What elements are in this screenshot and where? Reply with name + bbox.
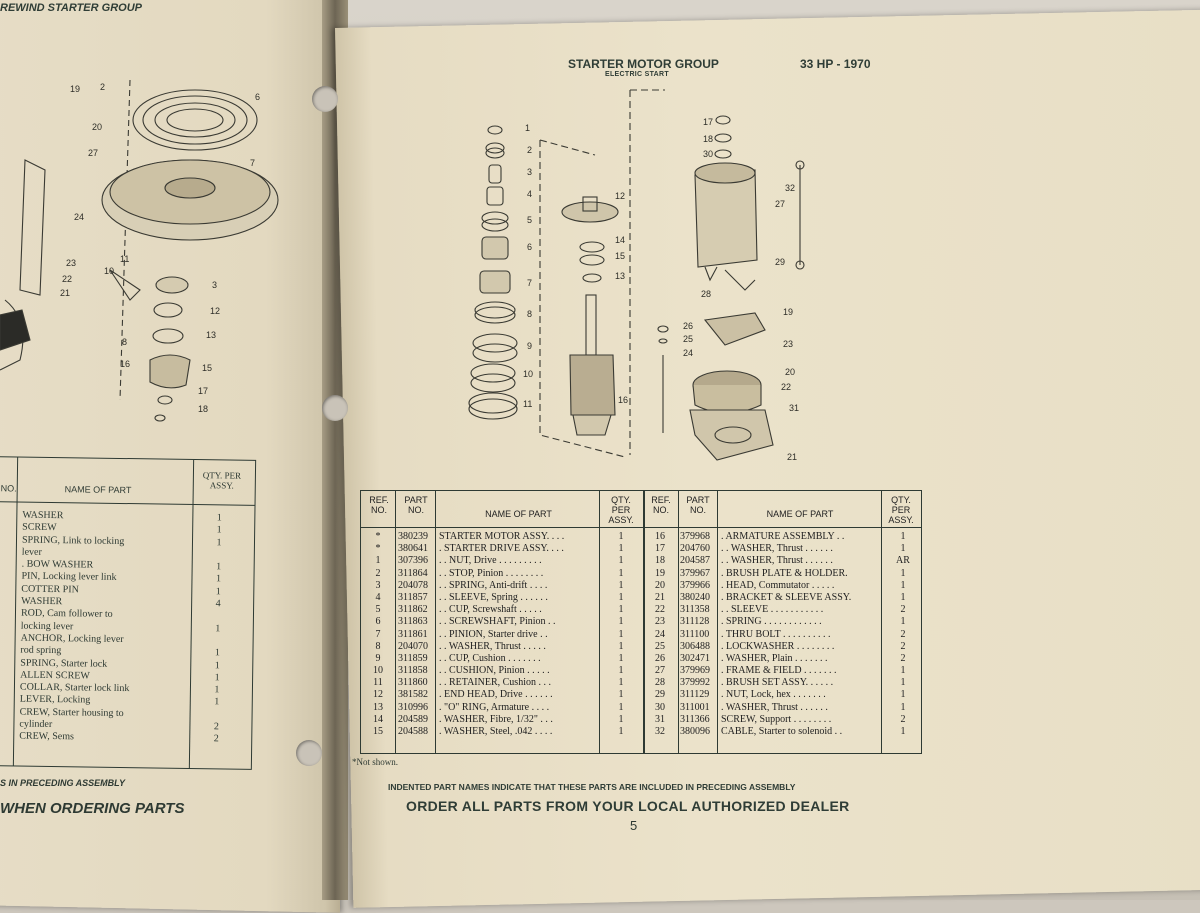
col-part-no: PART NO. (404, 495, 428, 515)
part-name: . . PINION, Starter drive . . (439, 628, 548, 640)
qty: 1 (215, 586, 221, 598)
svg-text:17: 17 (703, 117, 714, 127)
qty: 1 (618, 579, 624, 591)
table-row (361, 531, 643, 543)
qty: 1 (900, 616, 906, 628)
ref-no: 3 (375, 579, 381, 591)
part-name: . . WASHER, Thrust . . . . . (439, 640, 546, 652)
part-name: . . CUSHION, Pinion . . . . . (439, 665, 550, 677)
part-name: . SPRING . . . . . . . . . . . . (721, 616, 822, 628)
col-name-of-part: NAME OF PART (485, 509, 552, 519)
part-name: LEVER, Locking (19, 694, 91, 707)
part-name: COTTER PIN (21, 583, 79, 596)
svg-text:8: 8 (122, 337, 128, 347)
part-no: 311864 (398, 567, 428, 579)
table-row (643, 555, 921, 567)
svg-text:19: 19 (783, 307, 794, 317)
part-name: . . CUP, Cushion . . . . . . . (439, 652, 541, 664)
part-name: . NUT, Lock, hex . . . . . . . (721, 689, 826, 701)
part-name: cylinder (19, 718, 53, 731)
part-name: SCREW, Support . . . . . . . . (721, 713, 832, 725)
parts-rows-left (361, 531, 643, 738)
part-no: 204588 (398, 726, 428, 737)
qty: 1 (618, 616, 624, 628)
qty: 1 (618, 555, 624, 567)
ref-no: 19 (655, 567, 665, 579)
ref-no: 18 (655, 555, 665, 567)
page-subtitle: ELECTRIC START (605, 71, 669, 78)
part-no: 379966 (680, 579, 710, 591)
qty (196, 635, 240, 636)
col-qty-2: QTY. PER ASSY. (888, 495, 914, 525)
svg-text:7: 7 (527, 278, 533, 288)
svg-text:24: 24 (683, 348, 694, 358)
ref-no: 24 (655, 628, 665, 640)
part-name: . WASHER, Fibre, 1/32" . . . (439, 713, 553, 725)
ref-no: 10 (373, 665, 383, 677)
parts-rows-right (643, 531, 921, 738)
col-name-of-part-2: NAME OF PART (766, 509, 834, 519)
qty: 1 (618, 591, 624, 603)
part-no: 311859 (398, 652, 428, 664)
table-row (361, 677, 643, 689)
qty: 1 (215, 573, 222, 585)
table-row (361, 592, 643, 604)
ref-no: 6 (375, 616, 381, 628)
table-row (643, 592, 921, 604)
ref-no: 9 (375, 652, 381, 664)
svg-text:5: 5 (527, 215, 533, 225)
ref-no: * (375, 531, 381, 542)
ref-no: 14 (373, 713, 383, 725)
part-no: 380096 (680, 726, 710, 737)
svg-text:31: 31 (789, 403, 800, 413)
svg-text:17: 17 (198, 386, 209, 396)
part-no: 204589 (398, 713, 428, 725)
table-row (643, 580, 921, 592)
qty: 1 (618, 640, 624, 652)
svg-text:32: 32 (785, 183, 796, 193)
qty: 1 (214, 672, 220, 684)
part-no: 306488 (680, 640, 710, 652)
part-name: . . WASHER, Thrust . . . . . . (721, 543, 833, 555)
part-name: . BRACKET & SLEEVE ASSY. (721, 591, 852, 603)
table-row (643, 665, 921, 677)
qty: 1 (618, 665, 624, 677)
part-no: 311860 (398, 677, 428, 689)
ref-no: 4 (375, 591, 381, 603)
table-row (361, 714, 643, 726)
qty: AR (896, 555, 910, 567)
qty: 1 (618, 567, 624, 579)
part-no: 311001 (680, 701, 710, 713)
svg-text:4: 4 (527, 189, 533, 199)
qty (197, 549, 241, 550)
ref-no: 12 (373, 689, 383, 701)
ref-no: 8 (375, 640, 381, 652)
part-no: 311862 (398, 604, 428, 616)
svg-text:21: 21 (787, 452, 798, 462)
part-name: . STARTER DRIVE ASSY. . . . (439, 543, 564, 555)
part-name: rod spring (20, 644, 62, 657)
col-ref-no: REF. NO. (369, 495, 389, 515)
ref-no: 22 (655, 604, 665, 616)
table-row (643, 653, 921, 665)
qty: 1 (900, 689, 906, 701)
svg-text:10: 10 (104, 266, 115, 276)
part-name: PIN, Locking lever link (21, 571, 117, 584)
col-part-no-2: PART NO. (686, 495, 710, 515)
part-name: . . STOP, Pinion . . . . . . . . (439, 567, 544, 579)
svg-text:22: 22 (781, 382, 792, 392)
svg-text:15: 15 (615, 251, 626, 261)
part-name: . . SLEEVE, Spring . . . . . . (439, 591, 548, 603)
svg-text:24: 24 (74, 212, 85, 222)
binder-hole (312, 86, 338, 112)
qty: 1 (216, 536, 222, 548)
part-no: 310996 (398, 701, 428, 713)
qty: 2 (900, 628, 906, 640)
part-no: 311128 (680, 616, 710, 628)
qty: 1 (216, 524, 222, 536)
page-number: 5 (630, 818, 638, 833)
qty: 2 (213, 733, 219, 745)
part-name: CREW, Sems (19, 730, 74, 743)
ref-no: 11 (373, 677, 383, 689)
table-row (643, 616, 921, 628)
col-ref-no-2: REF. NO. (651, 495, 671, 515)
table-row (361, 580, 643, 592)
part-name: . WASHER, Steel, .042 . . . . (439, 726, 553, 737)
part-no: 311366 (680, 713, 710, 725)
left-exploded-diagram (0, 60, 300, 440)
qty: 1 (900, 665, 906, 677)
qty (195, 709, 239, 710)
part-no: 380240 (680, 591, 710, 603)
ref-no: 21 (655, 591, 665, 603)
part-no: 311857 (398, 591, 428, 603)
qty: 1 (618, 652, 624, 664)
ref-no: 5 (375, 604, 381, 616)
svg-text:6: 6 (255, 92, 261, 102)
svg-text:11: 11 (120, 254, 130, 264)
table-row (361, 604, 643, 616)
ref-no: 28 (655, 677, 665, 689)
ref-no: 23 (655, 616, 665, 628)
ref-no: 31 (655, 713, 665, 725)
svg-text:20: 20 (785, 367, 796, 377)
part-name: . "O" RING, Armature . . . . (439, 701, 550, 713)
svg-text:9: 9 (527, 341, 533, 351)
qty: 1 (214, 696, 220, 708)
qty: 1 (618, 689, 624, 701)
svg-text:16: 16 (618, 395, 629, 405)
table-row (361, 555, 643, 567)
qty: 2 (900, 640, 906, 652)
table-row (361, 629, 643, 641)
svg-text:27: 27 (88, 148, 99, 158)
svg-text:15: 15 (202, 363, 213, 373)
svg-text:23: 23 (783, 339, 794, 349)
ref-no: 30 (655, 701, 665, 713)
part-no: 379992 (680, 677, 710, 689)
svg-text:30: 30 (703, 149, 714, 159)
table-row (643, 726, 921, 738)
ref-no: * (375, 543, 381, 555)
table-row (643, 543, 921, 555)
qty: 1 (618, 604, 624, 616)
left-col-no: NO. (0, 483, 17, 494)
part-name: . BRUSH SET ASSY. . . . . . (721, 677, 834, 689)
part-no: 379967 (680, 567, 710, 579)
qty (196, 610, 240, 611)
part-no: 379968 (680, 531, 710, 542)
table-row (643, 604, 921, 616)
table-row (643, 677, 921, 689)
part-name: . . NUT, Drive . . . . . . . . . (439, 555, 542, 567)
svg-text:16: 16 (120, 359, 131, 369)
svg-text:14: 14 (615, 235, 626, 245)
qty: 1 (214, 684, 220, 696)
qty: 1 (618, 543, 624, 555)
svg-text:10: 10 (523, 369, 534, 379)
svg-text:13: 13 (206, 330, 217, 340)
part-name: . LOCKWASHER . . . . . . . . (721, 640, 835, 652)
part-name: ANCHOR, Locking lever (20, 632, 124, 645)
qty: 1 (900, 531, 906, 542)
part-no: 302471 (680, 652, 710, 664)
part-name: . FRAME & FIELD . . . . . . . (721, 665, 837, 677)
table-row (643, 531, 921, 543)
part-name: . . RETAINER, Cushion . . . (439, 677, 551, 689)
ref-no: 1 (375, 555, 381, 567)
left-note: S IN PRECEDING ASSEMBLY (0, 778, 126, 788)
svg-text:19: 19 (70, 84, 81, 94)
part-name: CABLE, Starter to solenoid . . (721, 726, 843, 737)
svg-text:8: 8 (527, 309, 533, 319)
qty: 1 (900, 701, 906, 713)
left-col-qty: QTY. PER ASSY. (202, 470, 242, 491)
part-no: 311858 (398, 665, 428, 677)
part-name: . WASHER, Plain . . . . . . . (721, 652, 828, 664)
part-name: . BRUSH PLATE & HOLDER. (721, 567, 848, 579)
ref-no: 27 (655, 665, 665, 677)
table-row (361, 641, 643, 653)
ref-no: 7 (375, 628, 381, 640)
binder-hole (322, 395, 348, 421)
table-row (643, 714, 921, 726)
part-no: 204760 (680, 543, 710, 555)
part-no: 204078 (398, 579, 428, 591)
part-name: . . CUP, Screwshaft . . . . . (439, 604, 542, 616)
parts-table (360, 490, 922, 754)
part-name: . . SCREWSHAFT, Pinion . . (439, 616, 556, 628)
svg-text:27: 27 (775, 199, 786, 209)
part-name: CREW, Starter housing to (19, 706, 124, 719)
part-no: 311100 (680, 628, 710, 640)
part-name: . WASHER, Thrust . . . . . . (721, 701, 828, 713)
part-no: 311863 (398, 616, 428, 628)
qty: 1 (215, 622, 221, 635)
qty: 2 (900, 652, 906, 664)
table-row (643, 629, 921, 641)
part-no: 311358 (680, 604, 710, 616)
qty: 2 (213, 721, 219, 733)
part-no: 380239 (398, 531, 428, 542)
left-col-name: NAME OF PART (64, 484, 132, 496)
ref-no: 26 (655, 652, 665, 664)
part-name: SPRING, Link to locking (21, 534, 125, 547)
qty: 1 (900, 677, 906, 689)
part-no: 204587 (680, 555, 710, 567)
svg-text:3: 3 (212, 280, 218, 290)
table-row (361, 568, 643, 580)
ref-no: 29 (655, 689, 665, 701)
table-row (361, 616, 643, 628)
svg-text:25: 25 (683, 334, 694, 344)
svg-text:20: 20 (92, 122, 103, 132)
svg-text:3: 3 (527, 167, 533, 177)
not-shown-note: *Not shown. (352, 757, 399, 767)
svg-text:2: 2 (100, 82, 106, 92)
qty: 1 (618, 628, 624, 640)
qty: 2 (900, 713, 906, 725)
part-name: SCREW (22, 521, 57, 534)
ref-no: 20 (655, 579, 665, 591)
part-name: . END HEAD, Drive . . . . . . (439, 689, 553, 701)
part-name: . . WASHER, Thrust . . . . . . (721, 555, 833, 567)
part-name: . BOW WASHER (21, 558, 94, 571)
left-parts-table (0, 456, 256, 770)
part-no: 379969 (680, 665, 710, 677)
qty: 4 (215, 598, 221, 610)
qty: 1 (618, 677, 624, 689)
model-label: 33 HP - 1970 (800, 57, 871, 71)
qty: 2 (900, 604, 906, 616)
part-name: . ARMATURE ASSEMBLY . . (721, 531, 845, 542)
qty: 1 (900, 543, 906, 555)
part-name: COLLAR, Starter lock link (19, 681, 130, 695)
svg-text:13: 13 (615, 271, 626, 281)
qty: 1 (618, 531, 624, 542)
svg-text:21: 21 (60, 288, 71, 298)
binder-hole (296, 740, 322, 766)
table-row (361, 702, 643, 714)
part-name: . . SPRING, Anti-drift . . . . (439, 579, 548, 591)
table-row (643, 641, 921, 653)
table-row (643, 702, 921, 714)
svg-text:29: 29 (775, 257, 786, 267)
qty: 1 (900, 726, 906, 737)
table-row (361, 689, 643, 701)
svg-text:28: 28 (701, 289, 712, 299)
qty: 1 (618, 726, 624, 737)
ref-no: 32 (655, 726, 665, 737)
svg-text:23: 23 (66, 258, 77, 268)
svg-text:18: 18 (198, 404, 209, 414)
table-row (361, 653, 643, 665)
col-qty: QTY. PER ASSY. (608, 495, 634, 525)
starter-motor-exploded-diagram (455, 85, 845, 475)
svg-text:1: 1 (525, 123, 531, 133)
svg-text:22: 22 (62, 274, 73, 284)
page-title: STARTER MOTOR GROUP (568, 57, 719, 71)
ref-no: 16 (655, 531, 665, 542)
table-row (361, 543, 643, 555)
part-name: . THRU BOLT . . . . . . . . . . (721, 628, 831, 640)
part-name: STARTER MOTOR ASSY. . . . (439, 531, 565, 542)
left-page-header: REWIND STARTER GROUP (0, 2, 142, 14)
part-name: . HEAD, Commutator . . . . . (721, 579, 835, 591)
qty: 1 (900, 579, 906, 591)
part-name: SPRING, Starter lock (20, 657, 108, 670)
svg-text:7: 7 (250, 158, 256, 168)
table-row (361, 726, 643, 738)
indented-parts-note: INDENTED PART NAMES INDICATE THAT THESE PARTS ARE INCLUDED IN PRECEDING ASSEMBLY (388, 782, 796, 792)
left-footer: WHEN ORDERING PARTS (0, 800, 185, 817)
qty: 1 (618, 701, 624, 713)
ref-no: 2 (375, 567, 381, 579)
part-name: . . SLEEVE . . . . . . . . . . . (721, 604, 824, 616)
left-table-rows (0, 509, 254, 746)
svg-text:2: 2 (527, 145, 533, 155)
order-parts-footer: ORDER ALL PARTS FROM YOUR LOCAL AUTHORIZED DEALER (406, 798, 850, 814)
qty: 1 (216, 561, 222, 573)
qty: 1 (618, 713, 624, 725)
part-name: lever (21, 546, 42, 558)
svg-text:11: 11 (523, 399, 533, 409)
part-name: locking lever (20, 620, 74, 632)
svg-text:26: 26 (683, 321, 694, 331)
qty: 1 (900, 567, 906, 579)
part-name: ROD, Cam follower to (20, 607, 113, 621)
svg-text:6: 6 (527, 242, 533, 252)
table-row (361, 665, 643, 677)
qty: 1 (214, 647, 221, 659)
part-name: WASHER (21, 595, 63, 608)
qty: 1 (216, 512, 222, 524)
svg-text:12: 12 (615, 191, 626, 201)
ref-no: 25 (655, 640, 665, 652)
svg-text:18: 18 (703, 134, 714, 144)
part-no: 307396 (398, 555, 428, 567)
ref-no: 15 (373, 726, 383, 737)
part-name: ALLEN SCREW (20, 669, 90, 682)
table-row (643, 689, 921, 701)
qty: 1 (214, 659, 220, 671)
svg-text:12: 12 (210, 306, 221, 316)
table-row (0, 731, 251, 747)
table-row (643, 568, 921, 580)
part-no: 381582 (398, 689, 428, 701)
part-no: 204070 (398, 640, 428, 652)
part-name: WASHER (22, 509, 64, 522)
ref-no: 13 (373, 701, 383, 713)
ref-no: 17 (655, 543, 665, 555)
part-no: 311861 (398, 628, 428, 640)
qty: 1 (900, 591, 906, 603)
part-no: 380641 (398, 543, 428, 555)
part-no: 311129 (680, 689, 710, 701)
